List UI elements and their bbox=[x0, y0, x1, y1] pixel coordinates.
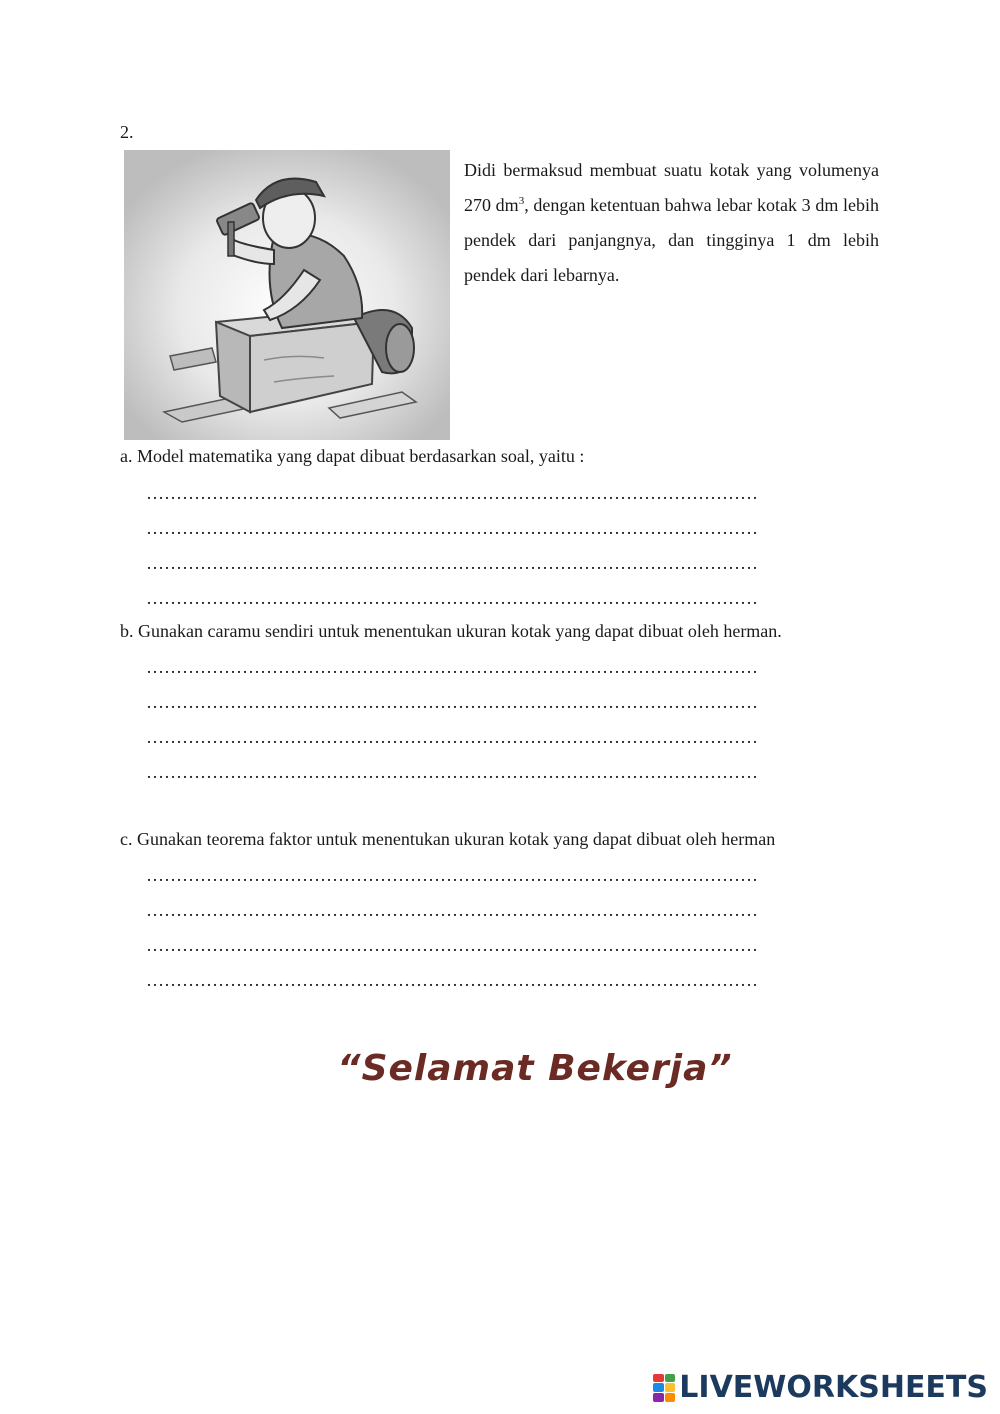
part-a-label: a. Model matematika yang dapat dibuat berdasarkan soal, yaitu : bbox=[120, 446, 585, 466]
answer-line[interactable]: ………………………………………………………………………………………… bbox=[146, 865, 758, 885]
answer-line[interactable]: ………………………………………………………………………………………… bbox=[146, 518, 758, 538]
cubic-exponent: 3 bbox=[518, 195, 525, 207]
answer-line[interactable]: ………………………………………………………………………………………… bbox=[146, 692, 758, 712]
brand-name: LIVEWORKSHEETS bbox=[679, 1370, 988, 1405]
closing-message: “Selamat Bekerja” bbox=[337, 1048, 733, 1089]
answer-line[interactable]: ………………………………………………………………………………………… bbox=[146, 588, 758, 608]
answer-line[interactable]: ………………………………………………………………………………………… bbox=[146, 900, 758, 920]
answer-line[interactable]: ………………………………………………………………………………………… bbox=[146, 762, 758, 782]
answer-line[interactable]: ………………………………………………………………………………………… bbox=[146, 553, 758, 573]
part-a-answer-lines[interactable] bbox=[146, 476, 852, 616]
boy-hammering-box-illustration bbox=[124, 150, 450, 440]
liveworksheets-logo-icon bbox=[653, 1374, 675, 1402]
question-text bbox=[464, 153, 879, 293]
question-text-part2: , dengan ketentuan bahwa lebar kotak 3 dm lebih pendek dari panjangnya, dan tingginya 1 dm lebih pendek dari lebarnya. bbox=[464, 195, 879, 285]
liveworksheets-brand bbox=[653, 1370, 988, 1405]
answer-line[interactable]: ………………………………………………………………………………………… bbox=[146, 935, 758, 955]
question-text-part1: Didi bermaksud membuat suatu kotak yang volumenya 270 dm bbox=[464, 160, 879, 215]
question-number: 2. bbox=[120, 122, 134, 142]
answer-line[interactable]: ………………………………………………………………………………………… bbox=[146, 657, 758, 677]
part-b-label: b. Gunakan caramu sendiri untuk menentukan ukuran kotak yang dapat dibuat oleh herman. bbox=[120, 621, 782, 641]
part-c-label: c. Gunakan teorema faktor untuk menentukan ukuran kotak yang dapat dibuat oleh herman bbox=[120, 829, 776, 849]
part-b-answer-lines[interactable] bbox=[146, 650, 852, 790]
part-c-answer-lines[interactable] bbox=[146, 858, 852, 998]
answer-line[interactable]: ………………………………………………………………………………………… bbox=[146, 727, 758, 747]
answer-line[interactable]: ………………………………………………………………………………………… bbox=[146, 483, 758, 503]
answer-line[interactable]: ………………………………………………………………………………………… bbox=[146, 970, 758, 990]
